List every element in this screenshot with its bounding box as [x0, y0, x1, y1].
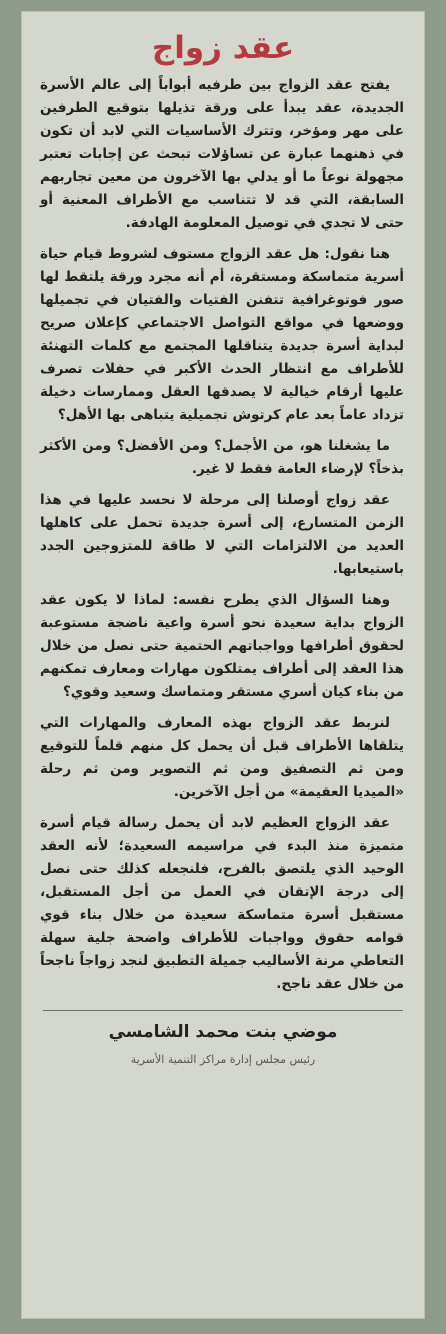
- author-name: موضي بنت محمد الشامسي: [108, 1022, 338, 1042]
- article-paragraph: ما يشغلنا هو، من الأجمل؟ ومن الأفضل؟ ومن الأكثر بذخاً؟ لإرضاء العامة فقط لا غير.: [40, 438, 404, 477]
- article-body: [22, 74, 424, 996]
- author-role: رئيس مجلس إدارة مراكز التنمية الأسرية: [130, 1053, 316, 1066]
- newspaper-column: [22, 12, 424, 1318]
- article-paragraph: عقد زواج أوصلنا إلى مرحلة لا نحسد عليها في هذا الزمن المتسارع، إلى أسرة جديدة تحمل على كاهلها العديد من الالتزامات التي لا طاقة للمتزوجين الجدد باستيعابها.: [40, 492, 404, 577]
- article-title: عقد زواج: [151, 30, 295, 66]
- author-divider: [43, 1010, 403, 1011]
- article-paragraph: عقد الزواج العظيم لابد أن يحمل رسالة قيام أسرة متميزة منذ البدء في مراسيمه السعيدة؛ لأنه العقد الوحيد الذي يلتصق بالفرح، فلنجعله كذلك حتى نصل إلى درجة الإتقان في العمل من أجل المستقبل، مستقبل أسرة متماسكة سعيدة من خلال بناء قوي قوامه حقوق وواجبات للأطراف واضحة جلية سهلة التعاطي مرنة الأساليب جميلة التطبيق لنجد زواجاً ناجحاً من خلال عقد ناجح.: [40, 815, 404, 992]
- article-paragraph: وهنا السؤال الذي يطرح نفسه: لماذا لا يكون عقد الزواج بداية سعيدة نحو أسرة واعية ناضجة مستوعبة لحقوق أطرافها وواجباتهم الحتمية حتى نصل من خلال هذا العقد إلى أطراف يمتلكون مهارات ومعارف تمكنهم من بناء كيان أسري مستقر ومتماسك وسعيد وقوي؟: [40, 592, 404, 700]
- article-paragraph: لنربط عقد الزواج بهذه المعارف والمهارات التي يتلقاها الأطراف قبل أن يحمل كل منهم قلماً للتوقيع ومن ثم التصفيق ومن ثم التصوير ومن ثم رحلة «الميديا العقيمة» من أجل الآخرين.: [40, 715, 404, 800]
- article-paragraph: هنا نقول: هل عقد الزواج مستوف لشروط قيام حياة أسرية متماسكة ومستقرة، أم أنه مجرد ورقة يلتقط لها صور فوتوغرافية تتفنن الفتيات والفتيان في تجميلها ووضعها في مواقع التواصل الاجتماعي كإعلان صريح لبداية أسرة جديدة يتناقلها المجتمع مع كلمات التهنئة للأطراف مع انتظار الحدث الأكبر في حفلات تصرف عليها أرقام خيالية لا يصدقها العقل وممارسات دخيلة تزداد عاماً بعد عام كرتوش تجميلية يتباهى بها الأهل؟: [40, 246, 404, 423]
- article-paragraph: يفتح عقد الزواج بين طرفيه أبواباً إلى عالم الأسرة الجديدة، عقد يبدأ على ورقة تذيلها بتوقيع الطرفين على مهر ومؤخر، وتترك الأساسيات التي لابد أن تكون في ذهنهما عبارة عن تساؤلات تبحث عن إجابات تعتبر مجهولة نوعاً ما أو يدلي بها الآخرون من معين تجاربهم السابقة، التي قد لا تتناسب مع الأطراف المعنية أو حتى لا تجدي في توصيل المعلومة الهادفة.: [40, 77, 404, 231]
